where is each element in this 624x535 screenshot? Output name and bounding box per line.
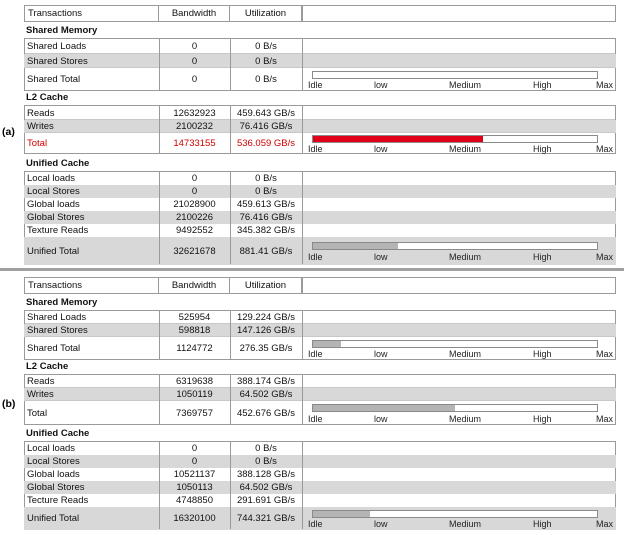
table-row [24,39,616,54]
row-name: Writes [27,121,54,132]
l2-cache-table [24,105,616,154]
row-utilization: 744.321 GB/s [236,513,296,524]
row-bandwidth: 32621678 [173,245,216,257]
row-bandwidth: 0 [191,186,198,197]
row-utilization: 536.059 GB/s [236,138,296,149]
row-name: Writes [27,389,54,400]
row-name: Local loads [27,443,76,454]
utilization-meter [302,401,616,425]
table-row [24,224,616,237]
row-bandwidth: 12632923 [173,107,216,119]
panel-divider [0,268,624,271]
row-name: Unified Total [27,513,80,524]
scale-label: High [533,414,552,424]
scale-label: low [374,252,388,262]
row-name: Local Stores [27,186,80,197]
row-bandwidth: 1050113 [176,482,213,493]
row-utilization: 0 B/s [255,173,277,184]
unified-cache-table [24,171,616,265]
row-name: Total [27,407,48,419]
utilization-meter [302,507,616,530]
header-transactions: Transactions [24,277,159,294]
table-row [24,185,616,198]
table-row [24,68,616,91]
scale-label: Max [596,519,614,529]
row-utilization: 388.174 GB/s [236,376,296,387]
scale-label: Medium [449,519,482,529]
header-chart [302,5,616,22]
section-title-unified-cache: Unified Cache [26,157,90,169]
row-bandwidth: 525954 [178,312,211,323]
header-row [24,277,616,294]
row-name: Global loads [27,199,80,210]
row-utilization: 0 B/s [255,443,277,454]
utilization-meter [302,68,616,91]
table-row [24,211,616,224]
scale-label: Max [596,349,614,359]
table-row [24,455,616,468]
section-title-shared-memory: Shared Memory [26,296,98,308]
scale-label: Medium [449,414,482,424]
header-bandwidth: Bandwidth [159,5,230,22]
row-utilization: 147.126 GB/s [236,325,296,336]
header-bandwidth: Bandwidth [159,277,230,294]
table-row [24,237,616,265]
row-bandwidth: 21028900 [173,199,216,210]
row-bandwidth: 0 [191,41,198,52]
panel-a-label: (a) [2,126,15,138]
scale-label: low [374,414,388,424]
row-bandwidth: 2100232 [176,121,213,132]
table-row [24,133,616,154]
utilization-meter [302,337,616,360]
table-row [24,106,616,120]
row-utilization: 0 B/s [255,186,277,197]
row-utilization: 881.41 GB/s [239,245,293,257]
table-row [24,468,616,481]
shared-memory-table [24,38,616,91]
scale-label: High [533,349,552,359]
l2-cache-table [24,374,616,425]
table-row [24,198,616,211]
meter-bar [312,404,598,412]
header-utilization: Utilization [230,277,302,294]
row-name: Shared Total [27,74,81,85]
meter-scale [308,519,614,529]
header-row [24,5,616,22]
header-transactions: Transactions [24,5,159,22]
row-bandwidth: 0 [191,443,198,454]
row-name: Shared Stores [27,325,88,336]
meter-bar [312,510,598,518]
row-name: Local Stores [27,456,80,467]
row-bandwidth: 14733155 [173,138,216,149]
table-row [24,401,616,425]
scale-label: Medium [449,80,482,90]
scale-label: Max [596,414,614,424]
row-utilization: 452.676 GB/s [236,407,296,419]
table-row [24,54,616,68]
scale-label: Max [596,144,614,154]
row-bandwidth: 16320100 [173,513,216,524]
row-utilization: 291.691 GB/s [236,495,296,506]
unified-cache-table [24,441,616,530]
row-name: Total [27,138,48,149]
row-name: Texture Reads [27,225,89,236]
scale-label: High [533,80,552,90]
row-utilization: 0 B/s [255,41,277,52]
row-bandwidth: 0 [191,74,198,85]
meter-scale [308,252,614,262]
row-utilization: 0 B/s [255,456,277,467]
row-utilization: 345.382 GB/s [236,225,296,236]
meter-fill [313,511,370,517]
header-utilization: Utilization [230,5,302,22]
row-name: Global loads [27,469,80,480]
row-utilization: 129.224 GB/s [236,312,296,323]
scale-label: Medium [449,252,482,262]
row-bandwidth: 4748850 [176,495,213,506]
row-utilization: 0 B/s [255,55,277,67]
table-row [24,442,616,455]
table-row [24,172,616,185]
row-bandwidth: 6319638 [176,376,213,387]
scale-label: Max [596,80,614,90]
scale-label: Medium [449,144,482,154]
row-utilization: 76.416 GB/s [239,212,293,223]
row-name: Shared Loads [27,41,87,52]
row-utilization: 459.643 GB/s [236,107,296,119]
scale-label: low [374,80,388,90]
table-row [24,337,616,360]
meter-bar [312,340,598,348]
scale-label: High [533,144,552,154]
row-name: Shared Loads [27,312,87,323]
scale-label: Idle [308,414,323,424]
meter-fill [313,341,341,347]
scale-label: Idle [308,519,323,529]
row-utilization: 276.35 GB/s [239,343,293,354]
scale-label: Idle [308,144,323,154]
row-bandwidth: 598818 [178,325,211,336]
row-bandwidth: 0 [191,173,198,184]
row-name: Tecture Reads [27,495,89,506]
meter-fill [313,136,483,142]
shared-memory-table [24,310,616,360]
scale-label: low [374,519,388,529]
scale-label: low [374,144,388,154]
scale-label: Medium [449,349,482,359]
header-chart [302,277,616,294]
row-utilization: 64.502 GB/s [239,482,293,493]
meter-bar [312,71,598,79]
row-name: Reads [27,107,55,119]
row-name: Shared Stores [27,55,88,67]
scale-label: Idle [308,80,323,90]
row-utilization: 388.128 GB/s [236,469,296,480]
row-bandwidth: 0 [191,55,198,67]
row-name: Unified Total [27,245,80,257]
table-row [24,494,616,507]
section-title-unified-cache: Unified Cache [26,427,90,439]
row-utilization: 0 B/s [255,74,277,85]
utilization-meter [302,133,616,154]
row-bandwidth: 10521137 [173,469,216,480]
row-bandwidth: 7369757 [176,407,213,419]
meter-bar [312,242,598,250]
meter-bar [312,135,598,143]
row-utilization: 459.613 GB/s [236,199,296,210]
section-title-l2-cache: L2 Cache [26,360,69,372]
row-name: Local loads [27,173,76,184]
scale-label: low [374,349,388,359]
section-title-l2-cache: L2 Cache [26,91,69,103]
meter-scale [308,414,614,424]
section-title-shared-memory: Shared Memory [26,24,98,36]
row-utilization: 64.502 GB/s [239,389,293,400]
meter-fill [313,405,455,411]
row-name: Global Stores [27,212,85,223]
row-bandwidth: 9492552 [176,225,213,236]
scale-label: Idle [308,349,323,359]
meter-fill [313,243,398,249]
panel-b-label: (b) [2,398,16,410]
row-bandwidth: 1124772 [176,343,213,354]
scale-label: High [533,519,552,529]
row-bandwidth: 2100226 [176,212,213,223]
scale-label: Idle [308,252,323,262]
row-bandwidth: 0 [191,456,198,467]
row-utilization: 76.416 GB/s [239,121,293,132]
row-name: Global Stores [27,482,85,493]
meter-scale [308,144,614,154]
row-name: Reads [27,376,55,387]
scale-label: High [533,252,552,262]
utilization-meter [302,237,616,265]
table-row [24,507,616,530]
row-bandwidth: 1050119 [176,389,213,400]
table-row [24,481,616,494]
scale-label: Max [596,252,614,262]
row-name: Shared Total [27,343,81,354]
